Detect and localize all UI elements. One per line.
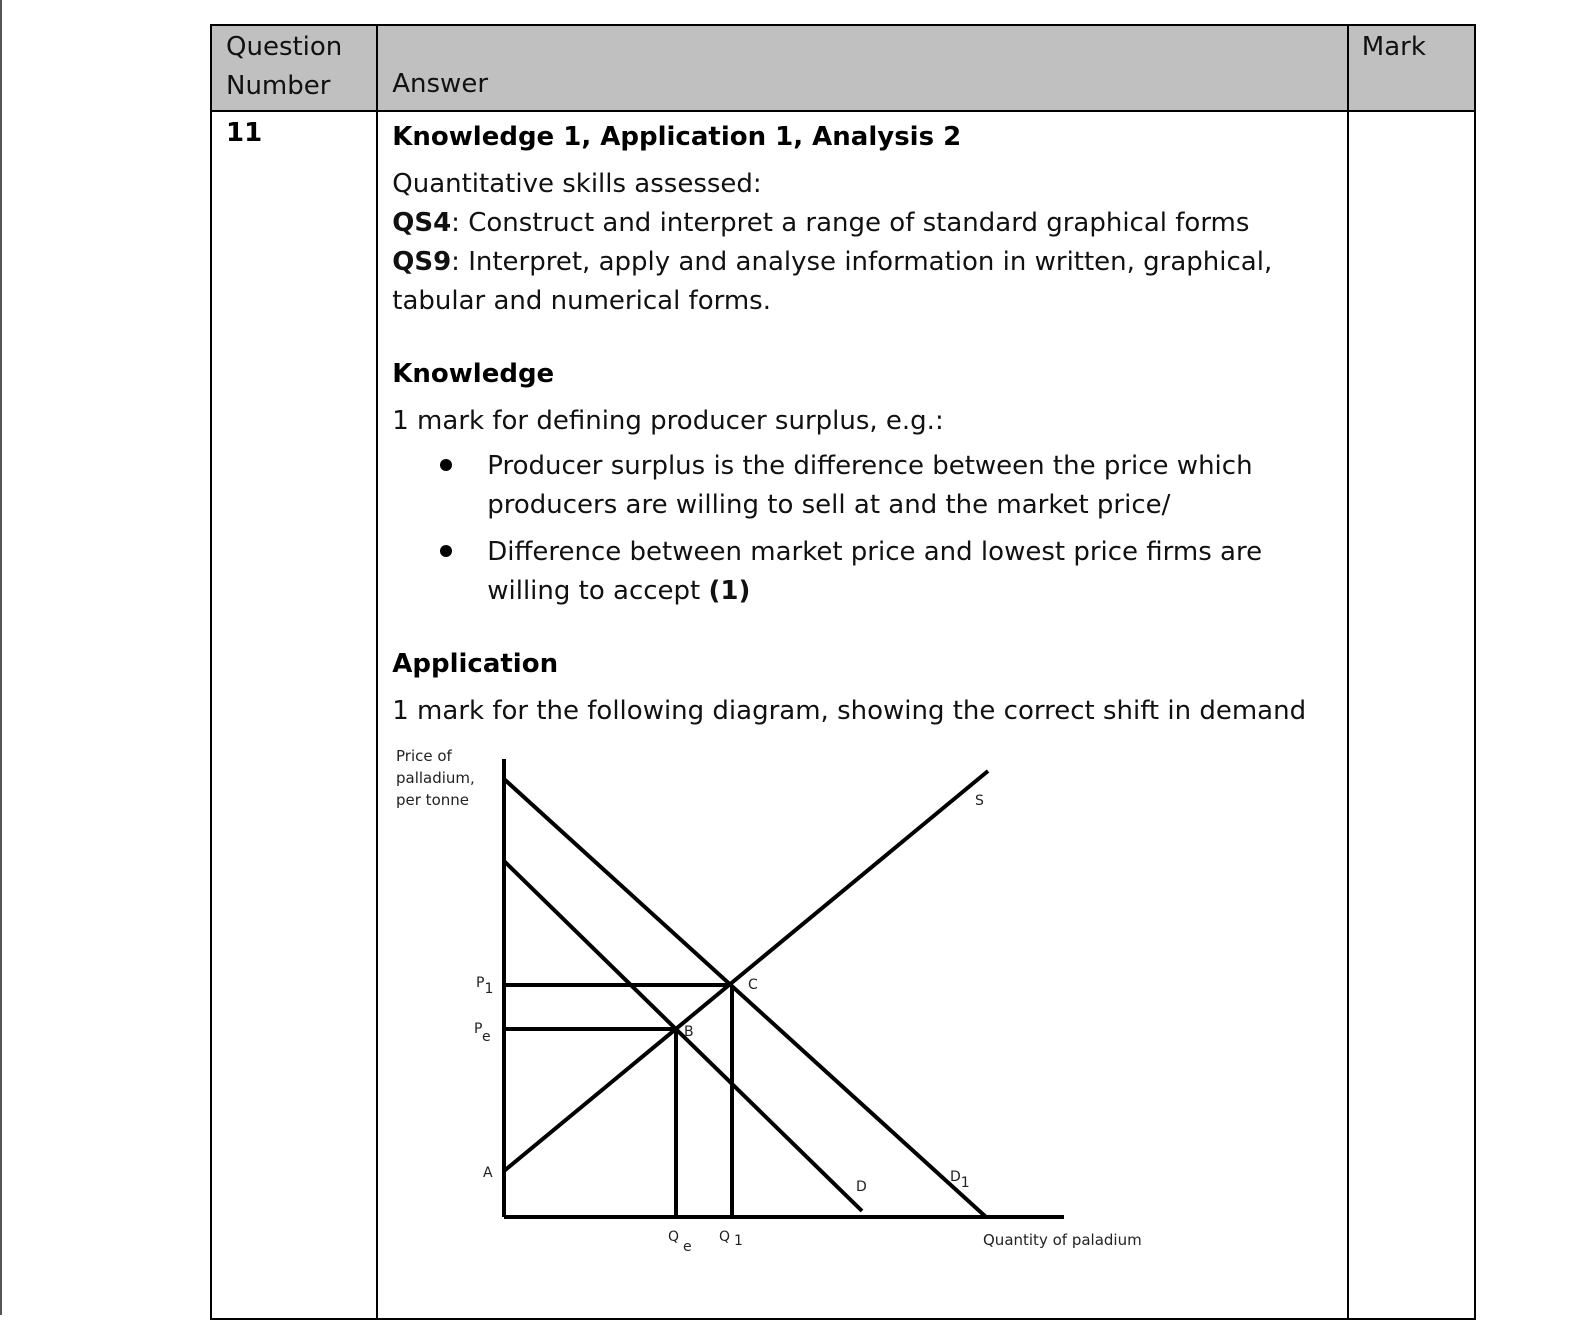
point-b-label: B <box>684 1024 694 1040</box>
demand-d1-main: D <box>950 1169 962 1185</box>
question-number-cell: 11 <box>211 111 377 1319</box>
y-axis-label-line2: palladium, <box>396 769 476 787</box>
skill-code: QS4 <box>392 208 452 238</box>
mark-scheme-table <box>210 24 1476 1320</box>
table-row <box>211 111 1475 1319</box>
q1-main: Q <box>719 1229 731 1245</box>
page-edge <box>0 0 2 1315</box>
qe-main: Q <box>668 1229 680 1245</box>
header-question-line2: Number <box>226 71 331 101</box>
marks-breakdown: Knowledge 1, Application 1, Analysis 2 <box>392 122 962 152</box>
point-c-label: C <box>748 977 759 993</box>
application-heading: Application <box>392 649 559 679</box>
mark-award: (1) <box>708 576 751 606</box>
qe-sub: e <box>683 1239 692 1255</box>
demand-d1-sub: 1 <box>961 1175 970 1191</box>
supply-curve <box>504 771 988 1171</box>
list-item <box>487 533 1327 611</box>
skill-qs4 <box>392 204 1327 243</box>
header-mark: Mark <box>1348 25 1475 111</box>
qe-label <box>668 1229 692 1255</box>
knowledge-heading: Knowledge <box>392 359 555 389</box>
supply-demand-diagram <box>386 741 1186 1281</box>
p1-main: P <box>476 975 485 991</box>
quant-skills-intro: Quantitative skills assessed: <box>392 169 762 199</box>
bullet-icon <box>440 545 452 557</box>
q1-sub: 1 <box>734 1233 744 1249</box>
q1-label <box>719 1229 743 1249</box>
bullet-text: Difference between market price and lowest price firms are willing to accept <box>487 537 1263 606</box>
supply-label: S <box>975 793 985 809</box>
header-question-line1: Question <box>226 32 343 62</box>
skill-text: : Construct and interpret a range of standard graphical forms <box>451 208 1250 238</box>
mark-cell <box>1348 111 1475 1319</box>
bullet-text: Producer surplus is the difference between the price which producers are willing to sell at and the market price/ <box>487 451 1253 520</box>
p1-label <box>476 975 493 997</box>
knowledge-intro: 1 mark for defining producer surplus, e.g.: <box>392 406 944 436</box>
list-item <box>487 447 1327 525</box>
skill-text: : Interpret, apply and analyse information in written, graphical, tabular and numerical forms. <box>392 247 1273 316</box>
demand-curve-d1 <box>504 779 986 1217</box>
demand-label: D <box>856 1179 868 1195</box>
application-intro: 1 mark for the following diagram, showing the correct shift in demand <box>392 696 1307 726</box>
pe-label <box>474 1021 491 1045</box>
pe-sub: e <box>482 1029 491 1045</box>
y-axis-label-line1: Price of <box>396 747 453 765</box>
demand-curve-d <box>504 861 862 1211</box>
skill-code: QS9 <box>392 247 452 277</box>
header-answer: Answer <box>377 25 1348 111</box>
header-question-number <box>211 25 377 111</box>
p1-sub: 1 <box>484 981 494 997</box>
y-axis-label-line3: per tonne <box>396 791 470 809</box>
skill-qs9 <box>392 243 1327 321</box>
knowledge-bullets <box>392 447 1327 611</box>
answer-cell <box>377 111 1348 1319</box>
table-header-row <box>211 25 1475 111</box>
x-axis-label: Quantity of paladium <box>983 1231 1142 1249</box>
bullet-icon <box>440 459 452 471</box>
diagram-svg <box>386 741 1186 1281</box>
point-a-label: A <box>483 1165 493 1181</box>
pe-main: P <box>474 1021 483 1037</box>
